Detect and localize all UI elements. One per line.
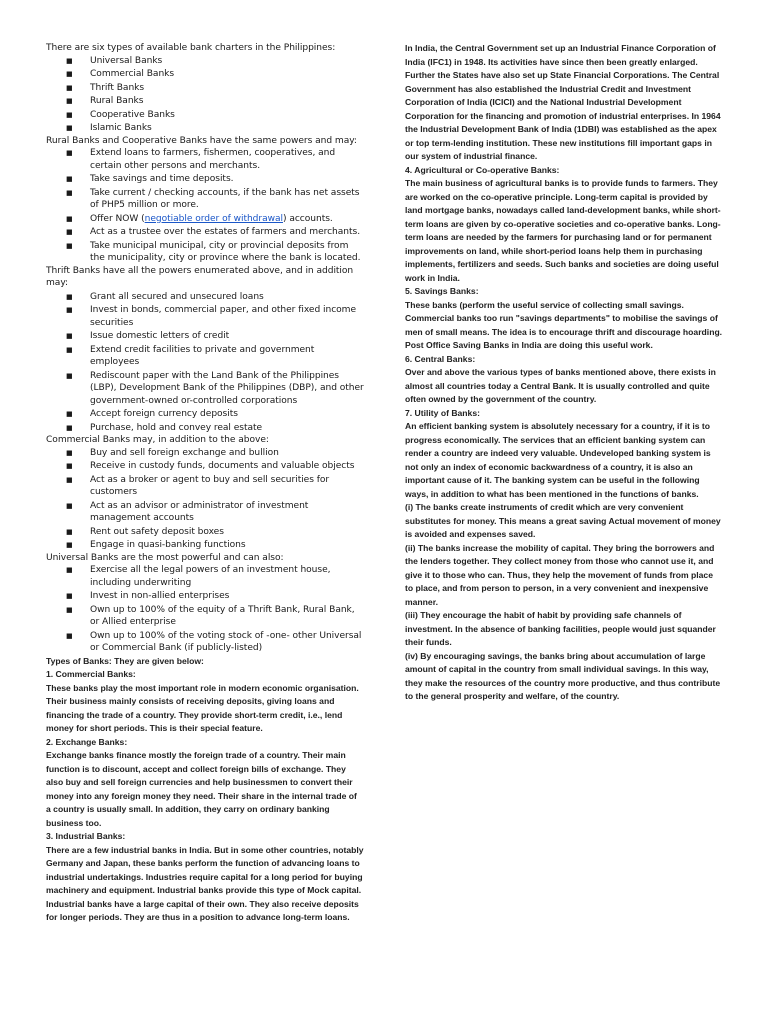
section-body-commercial: These banks play the most important role in modern economic organisation. Their business mainly consists of receiving deposits, giving loans and financing the trade of a country. They provide short-term credit, i.e., lend money for short periods. This is their special feature. (46, 682, 359, 733)
list-item: ■ Universal Banks (66, 55, 163, 66)
list-item: ■ Issue domestic letters of credit (66, 331, 230, 341)
list-item: ■ Cooperative Banks (66, 109, 175, 120)
bullet-icon: ■ (66, 410, 73, 418)
bullet-icon: ■ (66, 501, 73, 510)
list-item: ■ Buy and sell foreign exchange and bullion (66, 447, 279, 458)
list-item: ■ Rural Banks (66, 96, 144, 106)
section-body-industrial: There are a few industrial banks in India. But in some other countries, notably Germany and Japan, these banks perform the function of advancing loans to industrial undertakings. Industries require capital for a long period for buying machinery and equipment. Industrial banks provide this type of Mock capital. Industrial banks have a large capital of their own. They also receive deposits for longer periods. They are thus in a position to advance long-term loans. (46, 844, 364, 922)
bullet-icon: ■ (66, 175, 73, 183)
list-item: ■ Act as an advisor or administrator of investment management accounts (66, 500, 309, 523)
bullet-icon: ■ (66, 566, 73, 574)
bullet-icon: ■ (66, 124, 73, 132)
bullet-icon: ■ (66, 631, 73, 640)
section-body-savings: These banks (perform the useful service of collecting small savings. Commercial banks too run "savings departments" to mobilise the savings of men of small means. The idea is to encourage thrift and discourage hoarding. Post Office Saving Banks in India are doing this useful work. (405, 299, 723, 350)
utility-point-2: (ii) The banks increase the mobility of capital. They bring the borrowers and the lenders together. They collect money from those who cannot use it, and give it to those who can. Thus, they help the movement of funds from place to place, and from person to person, in a very convenient and inexpensive manner. (405, 542, 715, 607)
commercial-list (46, 447, 364, 552)
section-body-utility: An efficient banking system is absolutely necessary for a country, if it is to progress economically. The services that an efficient banking system can render a country are indeed very valuable. Undeveloped banking system is not only an index of economic backwardness of a country, it is also an important cause of it. The banking system can be useful in the following ways, in addition to what has been mentioned in the functions of banks. (405, 421, 711, 499)
bullet-icon: ■ (66, 292, 73, 301)
bullet-icon: ■ (66, 332, 73, 340)
universal-list (46, 564, 364, 655)
list-item: ■ Act as a broker or agent to buy and sell securities for customers (66, 474, 330, 497)
bullet-icon: ■ (66, 188, 73, 197)
list-item: ■ Extend credit facilities to private and government employees (66, 344, 315, 367)
utility-point-1: (i) The banks create instruments of credit which are very convenient substitutes for money. This means a great saving Actual movement of money is avoided and expenses saved. (405, 502, 721, 539)
bullet-icon: ■ (66, 241, 73, 250)
list-item: ■ Own up to 100% of the voting stock of -one- other Universal or Commercial Bank (if publicly-listed) (66, 630, 362, 653)
list-item: ■ Rediscount paper with the Land Bank of the Philippines (LBP), Development Bank of the Philippines (DBP), and other government-owned or-controlled corporations (66, 370, 364, 406)
list-item: ■ Act as a trustee over the estates of farmers and merchants. (66, 227, 361, 237)
list-item: ■ Invest in non-allied enterprises (66, 591, 230, 601)
list-item: ■ Thrift Banks (66, 82, 145, 93)
list-item: ■ Grant all secured and unsecured loans (66, 291, 264, 302)
left-column (46, 42, 364, 925)
bullet-icon: ■ (66, 592, 73, 600)
section-heading-agricultural: 4. Agricultural or Co-operative Banks: (405, 164, 560, 175)
bullet-icon: ■ (66, 214, 73, 223)
list-item: ■ Rent out safety deposit boxes (66, 526, 224, 537)
now-accounts-link[interactable]: negotiable order of withdrawal (144, 213, 283, 224)
bullet-icon: ■ (66, 541, 73, 549)
utility-point-4: (iv) By encouraging savings, the banks bring about accumulation of large amount of capital in the country from small individual savings. In this way, they make the resources of the country more productive, and thus contribute to the general prosperity and welfare, of the country. (405, 650, 721, 701)
bullet-icon: ■ (66, 345, 73, 354)
section-heading-savings: 5. Savings Banks: (405, 286, 479, 296)
list-item: ■ Engage in quasi-banking functions (66, 540, 246, 550)
list-item: ■ Islamic Banks (66, 123, 152, 133)
bullet-icon: ■ (66, 448, 73, 457)
bullet-icon: ■ (66, 423, 73, 432)
section-body-exchange: Exchange banks finance mostly the foreign trade of a country. Their main function is to discount, accept and collect foreign bills of exchange. They also buy and sell foreign currencies and help businessmen to convert their money into any foreign money they need. Their share in the internal trade of a country is usually small. In addition, they carry on ordinary banking business too. (46, 750, 357, 828)
list-item: ■ Take savings and time deposits. (66, 174, 234, 184)
list-item: ■ Commercial Banks (66, 69, 175, 79)
section-heading-industrial: 3. Industrial Banks: (46, 831, 126, 841)
list-item: ■ Extend loans to farmers, fishermen, cooperatives, and certain other persons and merchants. (66, 148, 336, 171)
types-heading: Types of Banks: They are given below: (46, 655, 204, 666)
commercial-heading: Commercial Banks may, in addition to the above: (46, 435, 269, 445)
bullet-icon: ■ (66, 56, 73, 65)
list-item: ■ Invest in bonds, commercial paper, and other fixed income securities (66, 305, 357, 328)
list-item: ■ Exercise all the legal powers of an investment house, including underwriting (66, 565, 331, 588)
list-item: ■ Purchase, hold and convey real estate (66, 422, 263, 433)
bullet-icon: ■ (66, 110, 73, 119)
section-body-central: Over and above the various types of banks mentioned above, there exists in almost all countries today a Central Bank. It is usually controlled and quite often owned by the government of the country. (405, 367, 716, 404)
bullet-icon: ■ (66, 83, 73, 92)
bullet-icon: ■ (66, 527, 73, 536)
list-item: ■ Receive in custody funds, documents and valuable objects (66, 461, 355, 471)
bullet-icon: ■ (66, 97, 73, 105)
bullet-icon: ■ (66, 371, 73, 380)
section-body-agricultural: The main business of agricultural banks is to provide funds to farmers. They are worked on the co-operative principle. Long-term capital is provided by land mortgage banks, nowadays called land-development banks, while short-term loans are given by co-operative societies and co-operative banks. Long-term loans are needed by the farmers for purchasing land or for permanent improvements on land, while short-period loans help them in purchasing implements, fertilizers and seeds. Such banks and societies are doing useful work in India. (405, 178, 721, 283)
rural-heading: Rural Banks and Cooperative Banks have the same powers and may: (46, 135, 357, 146)
section-heading-commercial: 1. Commercial Banks: (46, 669, 136, 679)
bullet-icon: ■ (66, 228, 73, 236)
section-heading-central: 6. Central Banks: (405, 353, 476, 364)
thrift-list (46, 291, 364, 435)
list-item: ■ Offer NOW (negotiable order of withdrawal) accounts. (66, 213, 333, 224)
list-item: ■ Accept foreign currency deposits (66, 409, 238, 419)
right-column (405, 42, 723, 704)
section-heading-utility: 7. Utility of Banks: (405, 407, 480, 418)
utility-point-3: (iii) They encourage the habit of habit by providing safe channels of investment. In the absence of banking facilities, people would just squander their funds. (405, 610, 716, 647)
bullet-icon: ■ (66, 306, 73, 314)
intro-text: There are six types of available bank charters in the Philippines: (46, 43, 336, 53)
universal-heading: Universal Banks are the most powerful and can also: (46, 552, 284, 563)
list-item: ■ Own up to 100% of the equity of a Thrift Bank, Rural Bank, or Allied enterprise (66, 604, 355, 627)
rural-list (46, 147, 364, 265)
industrial-continuation: In India, the Central Government set up an Industrial Finance Corporation of India (IFC1) in 1948. Its activities have since then been greatly enlarged. Further the States have also set up State Financial Corporations. The Central Government has also established the Industrial Credit and Investment Corporation of India (ICICI) and the National Industrial Development Corporation for the financing and promotion of industrial enterprises. In 1964 the Industrial Development Bank of India (1DBI) was established as the apex or top term-lending institution. These new institutions fill important gaps in our system of industrial finance. (405, 43, 721, 161)
thrift-heading: Thrift Banks have all the powers enumerated above, and in addition may: (46, 265, 354, 288)
section-heading-exchange: 2. Exchange Banks: (46, 736, 128, 747)
bullet-icon: ■ (66, 70, 73, 78)
bullet-icon: ■ (66, 462, 73, 470)
bullet-icon: ■ (66, 605, 73, 614)
bullet-icon: ■ (66, 149, 73, 157)
charters-list (46, 55, 364, 135)
list-item: ■ Take current / checking accounts, if the bank has net assets of PHP5 million or more. (66, 187, 360, 210)
list-item: ■ Take municipal municipal, city or provincial deposits from the municipality, city or province where the bank is located. (66, 240, 361, 263)
bullet-icon: ■ (66, 475, 73, 484)
